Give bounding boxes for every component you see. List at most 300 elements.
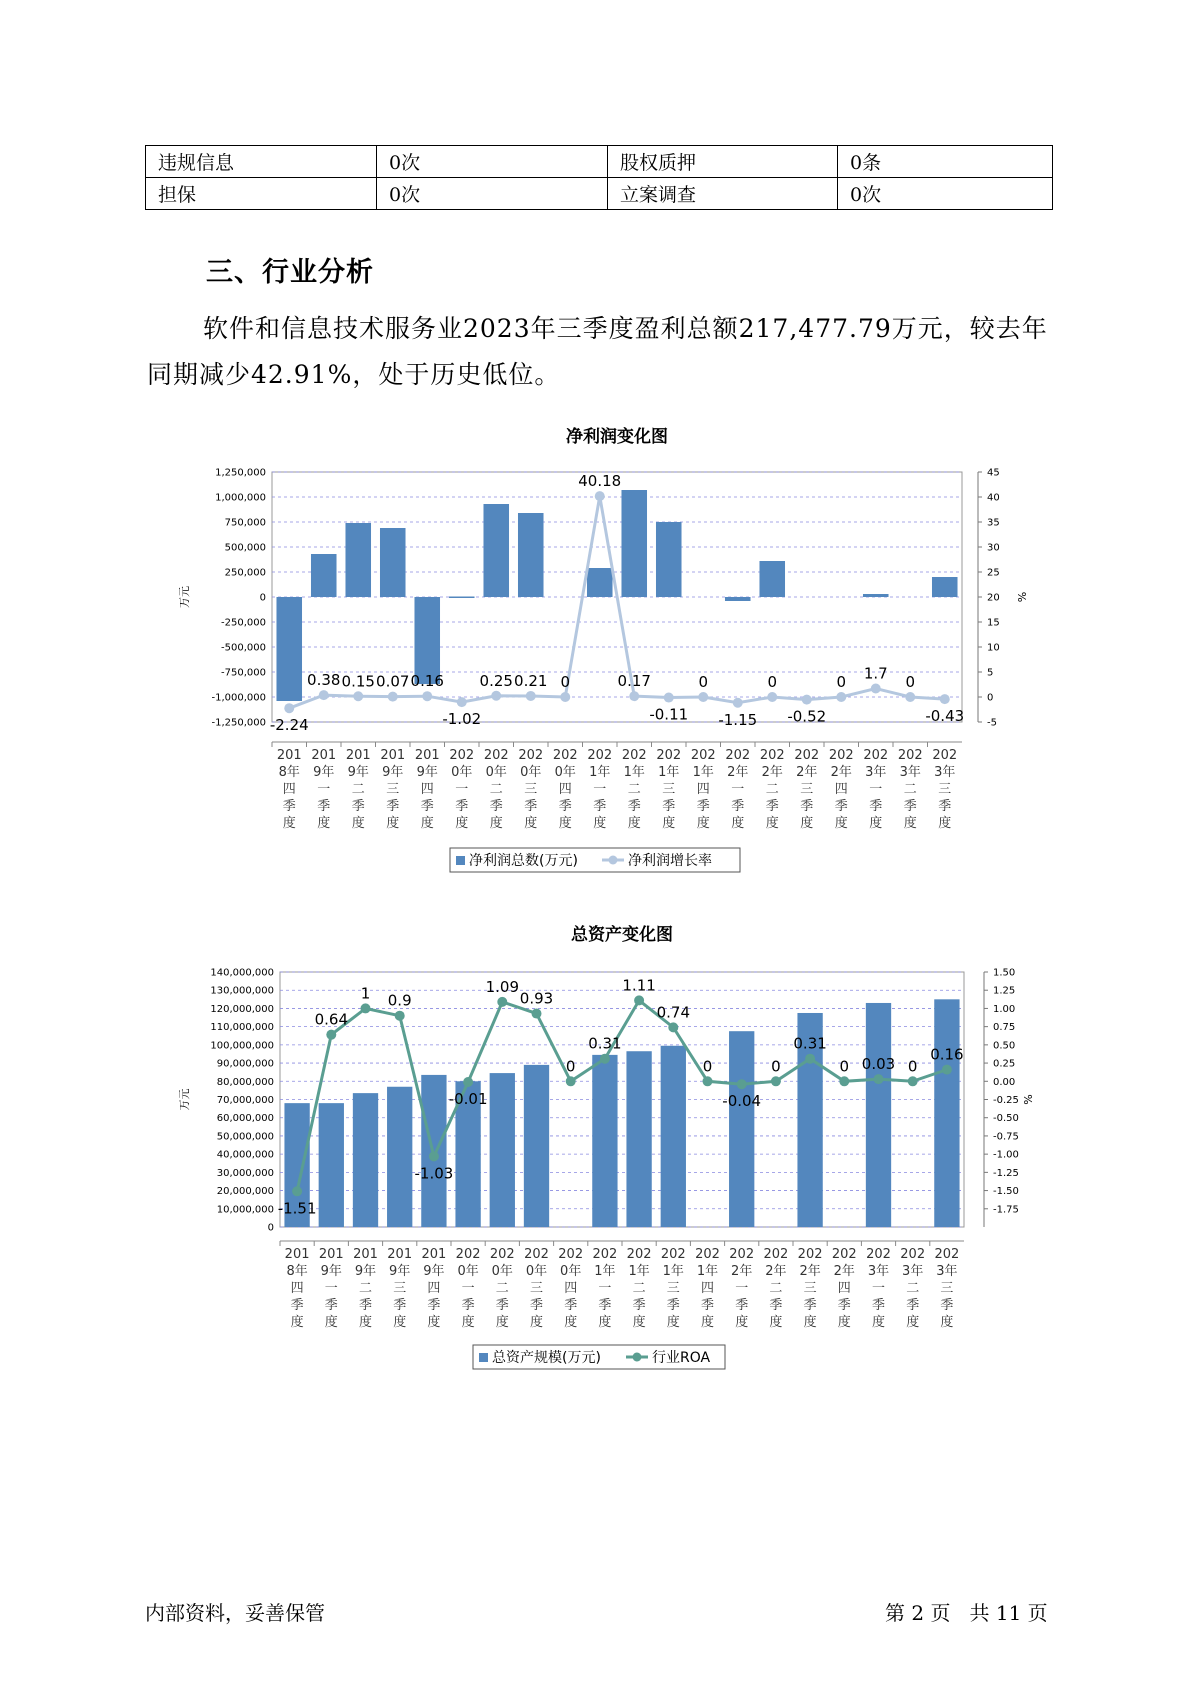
line-point xyxy=(526,691,536,701)
bar xyxy=(387,1087,412,1227)
y2-tick-label: 35 xyxy=(987,517,1000,529)
y-tick-label: 30,000,000 xyxy=(216,1167,274,1179)
line-point xyxy=(839,1076,849,1086)
line-point xyxy=(422,691,432,701)
y2-tick-label: 0.75 xyxy=(993,1022,1016,1034)
data-label: -1.02 xyxy=(442,710,482,729)
x-tick-label: 度 xyxy=(489,816,503,831)
bar xyxy=(380,528,406,597)
y-tick-label: 40,000,000 xyxy=(216,1149,274,1161)
page-number: 第 2 页 共 11 页 xyxy=(885,1601,1048,1625)
y-tick-label: -1,250,000 xyxy=(211,717,266,729)
y2-tick-label: 25 xyxy=(987,567,1000,579)
y-tick-label: -1,000,000 xyxy=(211,692,266,704)
x-tick-label: 季 xyxy=(800,799,814,814)
x-tick-label: 季 xyxy=(461,1298,475,1313)
x-tick-label: 四 xyxy=(427,1281,441,1296)
bar xyxy=(863,594,889,597)
line-point xyxy=(668,1022,678,1032)
x-tick-label: 季 xyxy=(529,1298,544,1313)
line-point xyxy=(292,1186,302,1196)
x-tick-label: 季 xyxy=(393,1298,407,1313)
y-axis-label: 万元 xyxy=(178,1088,191,1111)
line-point xyxy=(388,692,398,702)
line-point xyxy=(319,690,329,700)
x-tick-label: 度 xyxy=(769,1315,783,1330)
x-tick-label: 季 xyxy=(696,799,710,814)
line-point xyxy=(805,1054,815,1064)
x-tick-label: 季 xyxy=(871,1298,886,1313)
x-tick-label: 二 xyxy=(765,782,779,797)
x-tick-label: 度 xyxy=(735,1315,749,1330)
legend-swatch-bar xyxy=(479,1353,488,1362)
bar xyxy=(725,597,751,601)
table-cell: 0次 xyxy=(377,178,608,210)
line-point xyxy=(284,703,294,713)
x-tick-label: 202 xyxy=(863,748,889,763)
x-tick-label: 202 xyxy=(626,1247,652,1262)
line-point xyxy=(905,692,915,702)
y-tick-label: 0 xyxy=(259,592,266,604)
x-tick-label: 度 xyxy=(386,816,400,831)
line-point xyxy=(871,684,881,694)
line-point xyxy=(908,1076,918,1086)
x-tick-label: 202 xyxy=(934,1247,960,1262)
bar xyxy=(414,597,440,684)
x-tick-label: 202 xyxy=(690,748,716,763)
x-tick-label: 度 xyxy=(358,1315,373,1330)
y-tick-label: 80,000,000 xyxy=(216,1076,274,1088)
data-label: 0.31 xyxy=(588,1034,622,1053)
bar xyxy=(932,577,958,597)
y2-tick-label: 0.25 xyxy=(993,1058,1016,1070)
x-tick-label: 202 xyxy=(725,748,751,763)
x-tick-label: 度 xyxy=(455,816,469,831)
data-label: 0.31 xyxy=(793,1034,827,1053)
table-cell: 股权质押 xyxy=(608,146,838,178)
x-tick-label: 三 xyxy=(940,1281,954,1296)
data-label: -0.01 xyxy=(448,1090,488,1109)
x-tick-label: 四 xyxy=(564,1281,578,1296)
data-label: 0.74 xyxy=(656,1003,691,1022)
x-tick-label: 度 xyxy=(393,1315,407,1330)
legend-swatch-bar xyxy=(456,856,465,865)
x-tick-label: 202 xyxy=(866,1247,891,1262)
line-point xyxy=(634,995,644,1005)
x-tick-label: 9年 xyxy=(347,765,369,780)
data-label: 0 xyxy=(698,673,709,691)
data-label: 1 xyxy=(360,984,371,1003)
y-tick-label: 750,000 xyxy=(224,517,266,529)
x-tick-label: 度 xyxy=(696,816,710,831)
x-tick-label: 202 xyxy=(695,1247,720,1262)
x-tick-label: 季 xyxy=(632,1298,646,1313)
table-cell: 0次 xyxy=(838,178,1053,210)
x-tick-label: 季 xyxy=(282,799,296,814)
x-tick-label: 一 xyxy=(869,782,883,797)
x-tick-label: 201 xyxy=(318,1247,344,1262)
data-label: 0 xyxy=(560,673,571,691)
y-axis-label: 万元 xyxy=(178,586,191,608)
x-tick-label: 202 xyxy=(897,748,923,763)
x-tick-label: 9年 xyxy=(416,765,438,780)
x-tick-label: 度 xyxy=(834,816,848,831)
bar xyxy=(759,561,785,597)
data-label: 0.17 xyxy=(617,672,651,691)
x-tick-label: 202 xyxy=(759,748,785,763)
x-tick-label: 三 xyxy=(666,1281,680,1296)
x-tick-label: 度 xyxy=(666,1315,680,1330)
chart-title: 净利润变化图 xyxy=(566,427,668,447)
x-tick-label: 度 xyxy=(461,1315,475,1330)
line-point xyxy=(326,1030,336,1040)
line-point xyxy=(802,695,812,705)
x-tick-label: 三 xyxy=(938,782,952,797)
x-tick-label: 季 xyxy=(558,799,572,814)
table-row xyxy=(146,178,1053,210)
x-tick-label: 四 xyxy=(700,1281,715,1296)
x-tick-label: 2年 xyxy=(765,1264,787,1279)
x-tick-label: 度 xyxy=(290,1315,304,1330)
x-tick-label: 2年 xyxy=(796,765,818,780)
x-tick-label: 度 xyxy=(598,1315,612,1330)
data-label: 0.9 xyxy=(387,991,412,1010)
x-tick-label: 四 xyxy=(290,1281,304,1296)
x-tick-label: 二 xyxy=(906,1281,920,1296)
y2-tick-label: 45 xyxy=(987,467,1000,479)
bar xyxy=(490,1073,515,1227)
x-tick-label: 一 xyxy=(317,782,331,797)
x-tick-label: 季 xyxy=(731,799,745,814)
x-tick-label: 度 xyxy=(700,1315,715,1330)
y2-tick-label: 0 xyxy=(987,692,994,704)
x-tick-label: 度 xyxy=(906,1315,920,1330)
x-tick-label: 季 xyxy=(386,799,400,814)
y-tick-label: 130,000,000 xyxy=(210,985,274,997)
line-point xyxy=(703,1076,713,1086)
x-tick-label: 度 xyxy=(800,816,814,831)
data-label: 0 xyxy=(767,673,778,691)
y-tick-label: 50,000,000 xyxy=(216,1131,274,1143)
x-tick-label: 三 xyxy=(524,782,538,797)
y2-tick-label: -1.25 xyxy=(993,1167,1019,1179)
y2-tick-label: 1.50 xyxy=(993,967,1016,979)
x-tick-label: 202 xyxy=(763,1247,789,1262)
data-label: 0 xyxy=(702,1057,713,1076)
x-tick-label: 8年 xyxy=(286,1264,308,1279)
line-point xyxy=(940,694,950,704)
x-tick-label: 201 xyxy=(421,1247,447,1262)
x-tick-label: 季 xyxy=(489,799,503,814)
x-tick-label: 二 xyxy=(358,1281,373,1296)
table-cell: 立案调查 xyxy=(608,178,838,210)
x-tick-label: 四 xyxy=(558,782,572,797)
x-tick-label: 度 xyxy=(940,1315,954,1330)
x-tick-label: 度 xyxy=(837,1315,851,1330)
x-tick-label: 0年 xyxy=(520,765,542,780)
data-label: -0.43 xyxy=(925,707,965,726)
x-tick-label: 度 xyxy=(593,816,607,831)
data-label: -0.04 xyxy=(722,1092,762,1111)
line-point xyxy=(566,1076,576,1086)
x-tick-label: 二 xyxy=(769,1281,783,1296)
x-tick-label: 202 xyxy=(900,1247,926,1262)
data-label: 0 xyxy=(565,1057,576,1076)
line-point xyxy=(698,692,708,702)
legend-label: 净利润增长率 xyxy=(628,853,712,869)
y-tick-label: -250,000 xyxy=(221,617,266,629)
x-tick-label: 季 xyxy=(593,799,607,814)
bar xyxy=(729,1031,754,1227)
x-tick-label: 201 xyxy=(380,748,406,763)
y-tick-label: 0 xyxy=(267,1222,274,1234)
bar xyxy=(311,554,337,597)
x-tick-label: 三 xyxy=(803,1281,817,1296)
x-tick-label: 9年 xyxy=(320,1264,342,1279)
x-tick-label: 202 xyxy=(518,748,544,763)
data-label: 0 xyxy=(836,673,847,691)
table-row xyxy=(146,146,1053,178)
x-tick-label: 季 xyxy=(906,1298,920,1313)
x-tick-label: 季 xyxy=(324,1298,338,1313)
x-tick-label: 202 xyxy=(449,748,475,763)
x-tick-label: 3年 xyxy=(936,1264,958,1279)
x-tick-label: 季 xyxy=(662,799,676,814)
x-tick-label: 二 xyxy=(495,1281,509,1296)
x-tick-label: 202 xyxy=(621,748,647,763)
x-tick-label: 季 xyxy=(666,1298,680,1313)
x-tick-label: 202 xyxy=(524,1247,549,1262)
x-tick-label: 1年 xyxy=(696,1264,719,1279)
line-point xyxy=(497,997,507,1007)
x-tick-label: 3年 xyxy=(902,1264,924,1279)
bar xyxy=(656,522,682,597)
x-tick-label: 9年 xyxy=(389,1264,411,1279)
bar xyxy=(483,504,509,597)
x-tick-label: 季 xyxy=(903,799,917,814)
x-tick-label: 一 xyxy=(324,1281,338,1296)
x-tick-label: 一 xyxy=(731,782,745,797)
x-tick-label: 三 xyxy=(393,1281,407,1296)
x-tick-label: 季 xyxy=(938,799,952,814)
y2-tick-label: 40 xyxy=(987,492,1000,504)
x-tick-label: 0年 xyxy=(554,765,576,780)
x-tick-label: 度 xyxy=(765,816,779,831)
data-label: 0.07 xyxy=(376,672,410,691)
footer-note: 内部资料，妥善保管 xyxy=(145,1601,325,1625)
x-tick-label: 度 xyxy=(627,816,641,831)
line-point xyxy=(664,693,674,703)
x-tick-label: 度 xyxy=(871,1315,886,1330)
bar xyxy=(592,1055,617,1227)
y-tick-label: 1,250,000 xyxy=(215,467,266,479)
x-tick-label: 季 xyxy=(940,1298,954,1313)
x-tick-label: 201 xyxy=(353,1247,378,1262)
x-tick-label: 季 xyxy=(769,1298,783,1313)
bar xyxy=(276,597,302,701)
x-tick-label: 2年 xyxy=(799,1264,821,1279)
x-tick-label: 201 xyxy=(414,748,440,763)
x-tick-label: 202 xyxy=(552,748,578,763)
x-tick-label: 季 xyxy=(420,799,434,814)
bar xyxy=(345,523,371,597)
x-tick-label: 季 xyxy=(627,799,641,814)
data-label: -1.51 xyxy=(277,1199,317,1218)
line-point xyxy=(629,691,639,701)
data-label: 0.15 xyxy=(341,672,375,691)
y-tick-label: 70,000,000 xyxy=(216,1095,274,1106)
data-label: 0 xyxy=(907,1057,918,1076)
x-tick-label: 季 xyxy=(351,799,365,814)
y2-tick-label: 0.00 xyxy=(993,1076,1016,1088)
y2-axis-label: % xyxy=(1015,591,1028,603)
x-tick-label: 二 xyxy=(627,782,641,797)
bar xyxy=(319,1103,344,1227)
x-tick-label: 季 xyxy=(564,1298,578,1313)
x-tick-label: 二 xyxy=(489,782,503,797)
x-tick-label: 二 xyxy=(632,1281,646,1296)
x-tick-label: 0年 xyxy=(525,1264,548,1279)
y2-tick-label: -0.25 xyxy=(993,1095,1019,1106)
x-tick-label: 季 xyxy=(869,799,883,814)
y-tick-label: 250,000 xyxy=(224,567,266,579)
bar xyxy=(621,490,647,597)
data-label: 40.18 xyxy=(578,472,622,491)
x-tick-label: 一 xyxy=(461,1281,475,1296)
y2-tick-label: 1.00 xyxy=(993,1003,1016,1015)
line-point xyxy=(595,491,605,501)
x-tick-label: 9年 xyxy=(313,765,335,780)
line-point xyxy=(429,1151,439,1161)
y-tick-label: 120,000,000 xyxy=(210,1003,274,1015)
y-tick-label: 110,000,000 xyxy=(210,1022,274,1034)
x-tick-label: 四 xyxy=(282,782,296,797)
x-tick-label: 201 xyxy=(284,1247,310,1262)
y-tick-label: -750,000 xyxy=(221,667,266,679)
x-tick-label: 度 xyxy=(632,1315,646,1330)
x-tick-label: 一 xyxy=(735,1281,749,1296)
y2-tick-label: 5 xyxy=(987,667,994,679)
x-tick-label: 季 xyxy=(427,1298,441,1313)
table-cell: 0次 xyxy=(377,146,608,178)
section-paragraph: 软件和信息技术服务业2023年三季度盈利总额217,477.79万元，较去年同期减少42.91%，处于历史低位。 xyxy=(147,314,1048,389)
y2-tick-label: -0.50 xyxy=(993,1113,1019,1125)
x-tick-label: 一 xyxy=(455,782,469,797)
data-label: 0.21 xyxy=(514,671,548,690)
chart-title: 总资产变化图 xyxy=(571,925,673,945)
line-point xyxy=(463,1077,473,1087)
legend-label: 净利润总数(万元) xyxy=(469,853,578,869)
x-tick-label: 三 xyxy=(662,782,676,797)
data-label: 1.09 xyxy=(485,977,520,996)
x-tick-label: 0年 xyxy=(457,1264,479,1279)
bar xyxy=(866,1003,891,1227)
x-tick-label: 1年 xyxy=(594,1264,616,1279)
x-tick-label: 一 xyxy=(598,1281,612,1296)
x-tick-label: 度 xyxy=(869,816,883,831)
y2-tick-label: 1.25 xyxy=(993,985,1016,997)
bar xyxy=(449,597,475,599)
y-tick-label: 100,000,000 xyxy=(210,1040,274,1052)
x-tick-label: 季 xyxy=(803,1298,817,1313)
y-tick-label: 90,000,000 xyxy=(216,1058,274,1070)
x-tick-label: 季 xyxy=(358,1298,373,1313)
x-tick-label: 度 xyxy=(351,816,365,831)
x-tick-label: 3年 xyxy=(867,1264,890,1279)
x-tick-label: 一 xyxy=(871,1281,886,1296)
x-tick-label: 1年 xyxy=(662,1264,684,1279)
data-label: 1.7 xyxy=(863,664,888,683)
data-label: -1.03 xyxy=(414,1164,454,1183)
x-tick-label: 2年 xyxy=(833,1264,855,1279)
y2-tick-label: 10 xyxy=(987,642,1000,654)
y2-tick-label: -5 xyxy=(987,717,997,729)
x-tick-label: 度 xyxy=(558,816,572,831)
x-tick-label: 2年 xyxy=(761,765,783,780)
x-tick-label: 三 xyxy=(386,782,400,797)
x-tick-label: 9年 xyxy=(382,765,404,780)
y2-tick-label: 30 xyxy=(987,542,1000,554)
x-tick-label: 201 xyxy=(345,748,371,763)
x-tick-label: 202 xyxy=(828,748,854,763)
x-tick-label: 季 xyxy=(765,799,779,814)
x-tick-label: 度 xyxy=(420,816,434,831)
x-tick-label: 1年 xyxy=(623,765,645,780)
x-tick-label: 度 xyxy=(564,1315,578,1330)
y2-axis-label: % xyxy=(1021,1094,1034,1105)
data-label: 0.25 xyxy=(479,671,513,690)
x-tick-label: 0年 xyxy=(451,765,473,780)
x-tick-label: 四 xyxy=(837,1281,851,1296)
x-tick-label: 1年 xyxy=(628,1264,650,1279)
x-tick-label: 季 xyxy=(495,1298,509,1313)
y2-tick-label: -1.50 xyxy=(993,1186,1019,1198)
info-table xyxy=(145,145,1053,210)
data-label: 0.64 xyxy=(314,1010,349,1029)
line-point xyxy=(767,692,777,702)
data-label: 0.03 xyxy=(861,1055,896,1074)
y-tick-label: 10,000,000 xyxy=(216,1204,274,1216)
x-tick-label: 四 xyxy=(420,782,434,797)
x-tick-label: 202 xyxy=(797,1247,823,1262)
x-tick-label: 202 xyxy=(587,748,613,763)
x-tick-label: 201 xyxy=(387,1247,413,1262)
x-tick-label: 202 xyxy=(932,748,958,763)
x-tick-label: 度 xyxy=(282,816,296,831)
x-tick-label: 二 xyxy=(351,782,365,797)
bar xyxy=(661,1046,686,1227)
x-tick-label: 0年 xyxy=(560,1264,582,1279)
bar xyxy=(353,1093,378,1227)
x-tick-label: 2年 xyxy=(731,1264,753,1279)
y2-tick-label: -1.00 xyxy=(993,1149,1019,1161)
x-tick-label: 季 xyxy=(524,799,538,814)
x-tick-label: 季 xyxy=(598,1298,612,1313)
line-point xyxy=(836,692,846,702)
y2-tick-label: 0.50 xyxy=(993,1040,1016,1052)
x-tick-label: 9年 xyxy=(423,1264,445,1279)
x-tick-label: 202 xyxy=(729,1247,755,1262)
bar xyxy=(934,999,959,1227)
x-tick-label: 202 xyxy=(455,1247,481,1262)
x-tick-label: 2年 xyxy=(727,765,749,780)
x-tick-label: 0年 xyxy=(485,765,507,780)
x-tick-label: 度 xyxy=(524,816,538,831)
data-label: 0.16 xyxy=(410,672,444,691)
line-point xyxy=(361,1003,371,1013)
x-tick-label: 四 xyxy=(696,782,710,797)
total-assets-chart xyxy=(150,920,1034,1380)
